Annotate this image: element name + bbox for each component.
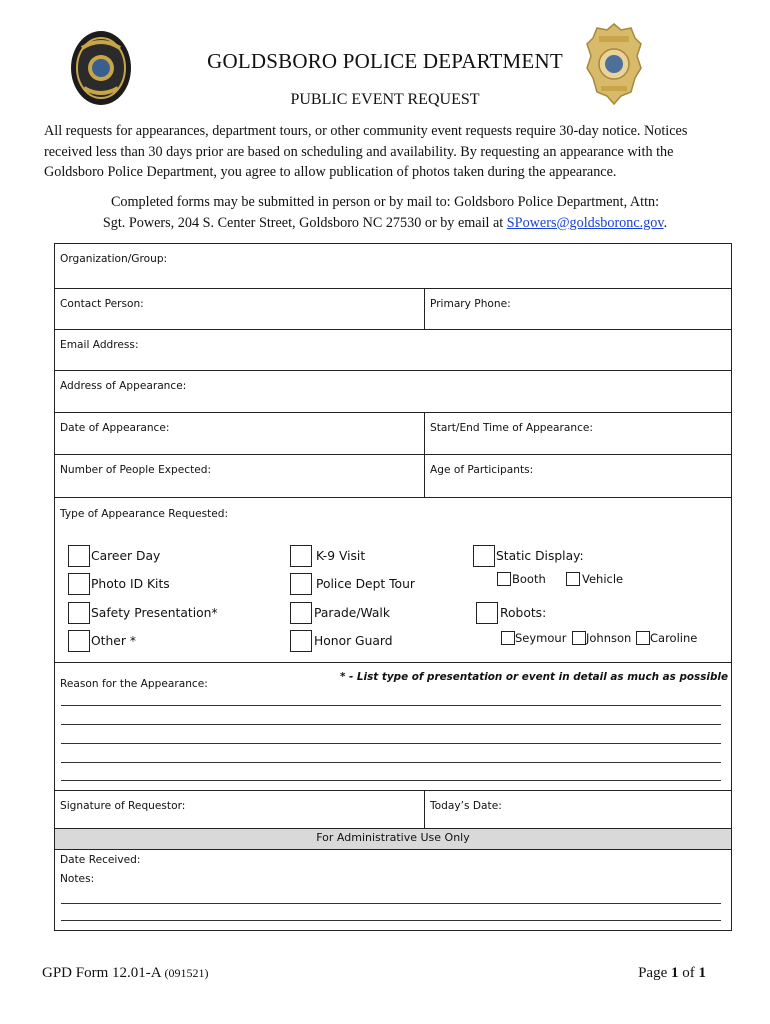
photo-id-checkbox[interactable] [68, 573, 90, 595]
police-tour-label: Police Dept Tour [316, 577, 415, 591]
submit-line-2-suffix: . [663, 214, 668, 231]
presentation-note: * - List type of presentation or event in detail as much as possible [339, 671, 728, 683]
safety-checkbox[interactable] [68, 602, 90, 624]
robots-checkbox[interactable] [476, 602, 498, 624]
people-row [55, 455, 731, 498]
other-checkbox[interactable] [68, 630, 90, 652]
time-field[interactable] [424, 413, 731, 454]
primary-phone-field[interactable] [424, 289, 731, 329]
date-label: Date of Appearance: [60, 422, 170, 434]
date-field[interactable] [55, 413, 424, 454]
reason-line[interactable] [61, 743, 721, 744]
static-display-checkbox[interactable] [473, 545, 495, 567]
johnson-label: Johnson [586, 631, 632, 645]
honor-guard-label: Honor Guard [314, 634, 393, 648]
email-address-label: Email Address: [60, 339, 139, 351]
age-label: Age of Participants: [430, 464, 534, 476]
admin-header: For Administrative Use Only [55, 829, 731, 850]
age-field[interactable] [424, 455, 731, 497]
robots-label: Robots: [500, 606, 547, 620]
signature-label: Signature of Requestor: [60, 800, 186, 812]
other-label: Other * [91, 634, 136, 648]
submit-line-2 [0, 213, 770, 234]
photo-id-label: Photo ID Kits [91, 577, 170, 591]
signature-row [55, 791, 731, 829]
notes-line[interactable] [61, 920, 721, 921]
contact-row [55, 289, 731, 330]
organization-label: Organization/Group: [60, 253, 168, 265]
page-total: 1 [698, 965, 706, 981]
time-label: Start/End Time of Appearance: [430, 422, 593, 434]
booth-label: Booth [512, 572, 546, 586]
notes-line[interactable] [61, 903, 721, 904]
k9-label: K-9 Visit [316, 549, 366, 563]
submission-instructions [0, 192, 770, 233]
date-row [55, 413, 731, 455]
primary-phone-label: Primary Phone: [430, 298, 511, 310]
department-title: GOLDSBORO POLICE DEPARTMENT [207, 49, 563, 73]
intro-paragraph: All requests for appearances, department tours, or other community event requests require 30-day notice. Notices received less than 30 days prior are based on scheduling and availability. By requesting an appearance with the Goldsboro Police Department, you agree to allow publication of photos taken during the appearance. [44, 123, 688, 180]
todays-date-field[interactable] [424, 791, 731, 828]
police-tour-checkbox[interactable] [290, 573, 312, 595]
page-prefix: Page [638, 965, 671, 981]
address-row[interactable] [55, 371, 731, 413]
seymour-label: Seymour [515, 631, 567, 645]
booth-checkbox[interactable] [497, 572, 511, 586]
num-people-label: Number of People Expected: [60, 464, 212, 476]
address-label: Address of Appearance: [60, 380, 187, 392]
parade-checkbox[interactable] [290, 602, 312, 624]
career-day-checkbox[interactable] [68, 545, 90, 567]
type-requested-label: Type of Appearance Requested: [60, 508, 229, 520]
contact-person-label: Contact Person: [60, 298, 144, 310]
caroline-label: Caroline [650, 631, 698, 645]
todays-date-label: Today’s Date: [430, 800, 502, 812]
vehicle-label: Vehicle [582, 572, 624, 586]
reason-line[interactable] [61, 705, 721, 706]
contact-person-field[interactable] [55, 289, 424, 329]
page-number [638, 965, 706, 982]
parade-label: Parade/Walk [314, 606, 390, 620]
form-id: GPD Form 12.01-A [42, 965, 161, 981]
email-row[interactable] [55, 330, 731, 371]
caroline-checkbox[interactable] [636, 631, 650, 645]
reason-label: Reason for the Appearance: [60, 678, 208, 690]
submit-line-1: Completed forms may be submitted in person or by mail to: Goldsboro Police Department, Attn: [110, 194, 660, 210]
page-of: of [678, 965, 699, 981]
reason-line[interactable] [61, 762, 721, 763]
form-number [42, 965, 209, 982]
form-subtitle: PUBLIC EVENT REQUEST [290, 91, 480, 108]
johnson-checkbox[interactable] [572, 631, 586, 645]
form-date: (091521) [164, 966, 209, 980]
date-received-label: Date Received: [60, 854, 141, 866]
email-link[interactable]: SPowers@goldsboronc.gov [506, 214, 664, 231]
seymour-checkbox[interactable] [501, 631, 515, 645]
num-people-field[interactable] [55, 455, 424, 497]
signature-field[interactable] [55, 791, 424, 828]
reason-line[interactable] [61, 780, 721, 781]
safety-label: Safety Presentation* [91, 606, 218, 620]
notes-label: Notes: [60, 873, 95, 885]
k9-checkbox[interactable] [290, 545, 312, 567]
organization-row[interactable] [55, 244, 731, 289]
honor-guard-checkbox[interactable] [290, 630, 312, 652]
page-current: 1 [671, 965, 679, 981]
career-day-label: Career Day [91, 549, 161, 563]
static-display-label: Static Display: [496, 549, 584, 563]
reason-line[interactable] [61, 724, 721, 725]
vehicle-checkbox[interactable] [566, 572, 580, 586]
submit-line-2-prefix: Sgt. Powers, 204 S. Center Street, Goldsboro NC 27530 or by email at [102, 214, 507, 231]
